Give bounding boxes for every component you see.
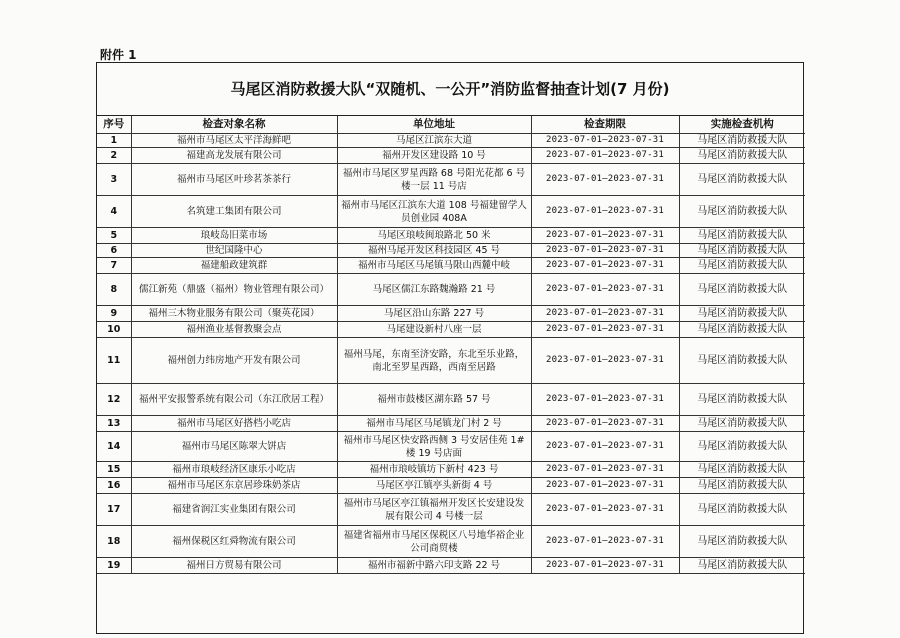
row-agency: 马尾区消防救援大队	[679, 196, 805, 228]
row-target-name: 福州市马尾区东京居珍珠奶茶店	[131, 478, 337, 494]
plan-sheet	[96, 62, 804, 634]
row-period: 2023-07-01—2023-07-31	[531, 244, 679, 258]
row-address: 福州开发区建设路 10 号	[337, 148, 531, 164]
document-title: 马尾区消防救援大队“双随机、一公开”消防监督抽查计划(7 月份)	[97, 63, 803, 116]
row-address: 马尾区儒江东路魏瀚路 21 号	[337, 274, 531, 306]
table-body	[97, 134, 805, 574]
row-target-name: 儒江新苑（鼎盛（福州）物业管理有限公司）	[131, 274, 337, 306]
row-target-name: 福州日方贸易有限公司	[131, 558, 337, 574]
header-no: 序号	[97, 116, 131, 134]
row-number: 1	[97, 134, 131, 148]
row-period: 2023-07-01—2023-07-31	[531, 196, 679, 228]
header-target-name: 检查对象名称	[131, 116, 337, 134]
row-address: 福建省福州市马尾区保税区八号地华裕企业公司商贸楼	[337, 526, 531, 558]
row-agency: 马尾区消防救援大队	[679, 462, 805, 478]
row-address: 福州市琅岐镇坊下新村 423 号	[337, 462, 531, 478]
row-agency: 马尾区消防救援大队	[679, 322, 805, 338]
row-agency: 马尾区消防救援大队	[679, 494, 805, 526]
row-target-name: 世纪国隆中心	[131, 244, 337, 258]
table-row	[97, 148, 805, 164]
row-period: 2023-07-01—2023-07-31	[531, 478, 679, 494]
row-address: 马尾区亭江镇亭头新街 4 号	[337, 478, 531, 494]
row-period: 2023-07-01—2023-07-31	[531, 148, 679, 164]
table-row	[97, 228, 805, 244]
row-address: 福州市马尾区亭江镇福州开发区长安建设发展有限公司 4 号楼一层	[337, 494, 531, 526]
row-target-name: 福州市马尾区好搭档小吃店	[131, 416, 337, 432]
row-period: 2023-07-01—2023-07-31	[531, 322, 679, 338]
table-row	[97, 416, 805, 432]
row-number: 19	[97, 558, 131, 574]
row-number: 10	[97, 322, 131, 338]
row-period: 2023-07-01—2023-07-31	[531, 258, 679, 274]
row-period: 2023-07-01—2023-07-31	[531, 306, 679, 322]
row-address: 福州市福新中路六印支路 22 号	[337, 558, 531, 574]
row-address: 福州马尾开发区科技园区 45 号	[337, 244, 531, 258]
row-target-name: 福州三木物业服务有限公司（聚英花园）	[131, 306, 337, 322]
row-number: 9	[97, 306, 131, 322]
row-address: 马尾建设新村八座一层	[337, 322, 531, 338]
row-target-name: 福州平安报警系统有限公司（东江欣居工程）	[131, 384, 337, 416]
table-row	[97, 494, 805, 526]
row-period: 2023-07-01—2023-07-31	[531, 164, 679, 196]
row-number: 13	[97, 416, 131, 432]
row-address: 马尾区琅岐闽琅路北 50 米	[337, 228, 531, 244]
table-row	[97, 384, 805, 416]
row-agency: 马尾区消防救援大队	[679, 526, 805, 558]
row-target-name: 福建省润江实业集团有限公司	[131, 494, 337, 526]
row-number: 12	[97, 384, 131, 416]
row-agency: 马尾区消防救援大队	[679, 306, 805, 322]
row-agency: 马尾区消防救援大队	[679, 134, 805, 148]
row-agency: 马尾区消防救援大队	[679, 258, 805, 274]
row-target-name: 福州市马尾区太平洋海鲜吧	[131, 134, 337, 148]
row-period: 2023-07-01—2023-07-31	[531, 338, 679, 384]
row-period: 2023-07-01—2023-07-31	[531, 526, 679, 558]
row-agency: 马尾区消防救援大队	[679, 416, 805, 432]
row-period: 2023-07-01—2023-07-31	[531, 384, 679, 416]
row-agency: 马尾区消防救援大队	[679, 228, 805, 244]
row-address: 马尾区江滨东大道	[337, 134, 531, 148]
row-target-name: 福州市琅岐经济区康乐小吃店	[131, 462, 337, 478]
table-header-row	[97, 116, 805, 134]
row-period: 2023-07-01—2023-07-31	[531, 228, 679, 244]
attachment-label: 附件 1	[100, 48, 137, 62]
row-number: 15	[97, 462, 131, 478]
row-agency: 马尾区消防救援大队	[679, 244, 805, 258]
row-agency: 马尾区消防救援大队	[679, 274, 805, 306]
row-number: 7	[97, 258, 131, 274]
row-address: 福州市马尾区罗星西路 68 号阳光花都 6 号楼一层 11 号店	[337, 164, 531, 196]
inspection-plan-table	[97, 116, 805, 574]
header-address: 单位地址	[337, 116, 531, 134]
row-target-name: 福州市马尾区陈翠大饼店	[131, 432, 337, 462]
header-agency: 实施检查机构	[679, 116, 805, 134]
table-row	[97, 274, 805, 306]
row-number: 11	[97, 338, 131, 384]
table-row	[97, 462, 805, 478]
row-address: 福州市鼓楼区湖东路 57 号	[337, 384, 531, 416]
row-target-name: 福建船政建筑群	[131, 258, 337, 274]
row-address: 福州马尾，东南至济安路，东北至乐业路，南北至罗星西路，西南至居路	[337, 338, 531, 384]
row-period: 2023-07-01—2023-07-31	[531, 134, 679, 148]
row-target-name: 福州渔业基督教聚会点	[131, 322, 337, 338]
row-agency: 马尾区消防救援大队	[679, 478, 805, 494]
row-number: 2	[97, 148, 131, 164]
row-agency: 马尾区消防救援大队	[679, 164, 805, 196]
header-period: 检查期限	[531, 116, 679, 134]
row-number: 6	[97, 244, 131, 258]
row-period: 2023-07-01—2023-07-31	[531, 416, 679, 432]
table-row	[97, 306, 805, 322]
row-target-name: 福州市马尾区叶珍茗茶茶行	[131, 164, 337, 196]
table-row	[97, 338, 805, 384]
table-row	[97, 478, 805, 494]
row-agency: 马尾区消防救援大队	[679, 148, 805, 164]
table-row	[97, 196, 805, 228]
row-address: 福州市马尾区马尾镇龙门村 2 号	[337, 416, 531, 432]
table-row	[97, 258, 805, 274]
row-agency: 马尾区消防救援大队	[679, 338, 805, 384]
row-target-name: 名筑建工集团有限公司	[131, 196, 337, 228]
row-period: 2023-07-01—2023-07-31	[531, 494, 679, 526]
row-agency: 马尾区消防救援大队	[679, 384, 805, 416]
row-target-name: 福建高龙发展有限公司	[131, 148, 337, 164]
row-period: 2023-07-01—2023-07-31	[531, 558, 679, 574]
row-number: 17	[97, 494, 131, 526]
row-number: 4	[97, 196, 131, 228]
row-number: 18	[97, 526, 131, 558]
table-row	[97, 134, 805, 148]
row-agency: 马尾区消防救援大队	[679, 432, 805, 462]
row-number: 14	[97, 432, 131, 462]
row-period: 2023-07-01—2023-07-31	[531, 274, 679, 306]
row-period: 2023-07-01—2023-07-31	[531, 462, 679, 478]
row-address: 福州市马尾区马尾镇马限山西麓中岐	[337, 258, 531, 274]
table-row	[97, 558, 805, 574]
row-address: 福州市马尾区江滨东大道 108 号福建留学人员创业园 408A	[337, 196, 531, 228]
row-target-name: 福州保税区红舜物流有限公司	[131, 526, 337, 558]
row-number: 5	[97, 228, 131, 244]
row-address: 福州市马尾区快安路西侧 3 号安居佳苑 1#楼 19 号店面	[337, 432, 531, 462]
row-number: 8	[97, 274, 131, 306]
table-row	[97, 322, 805, 338]
table-row	[97, 432, 805, 462]
row-number: 3	[97, 164, 131, 196]
row-target-name: 福州创力纬房地产开发有限公司	[131, 338, 337, 384]
row-target-name: 琅岐岛旧菜市场	[131, 228, 337, 244]
table-row	[97, 526, 805, 558]
table-row	[97, 164, 805, 196]
row-number: 16	[97, 478, 131, 494]
row-address: 马尾区沿山东路 227 号	[337, 306, 531, 322]
row-period: 2023-07-01—2023-07-31	[531, 432, 679, 462]
row-agency: 马尾区消防救援大队	[679, 558, 805, 574]
table-row	[97, 244, 805, 258]
